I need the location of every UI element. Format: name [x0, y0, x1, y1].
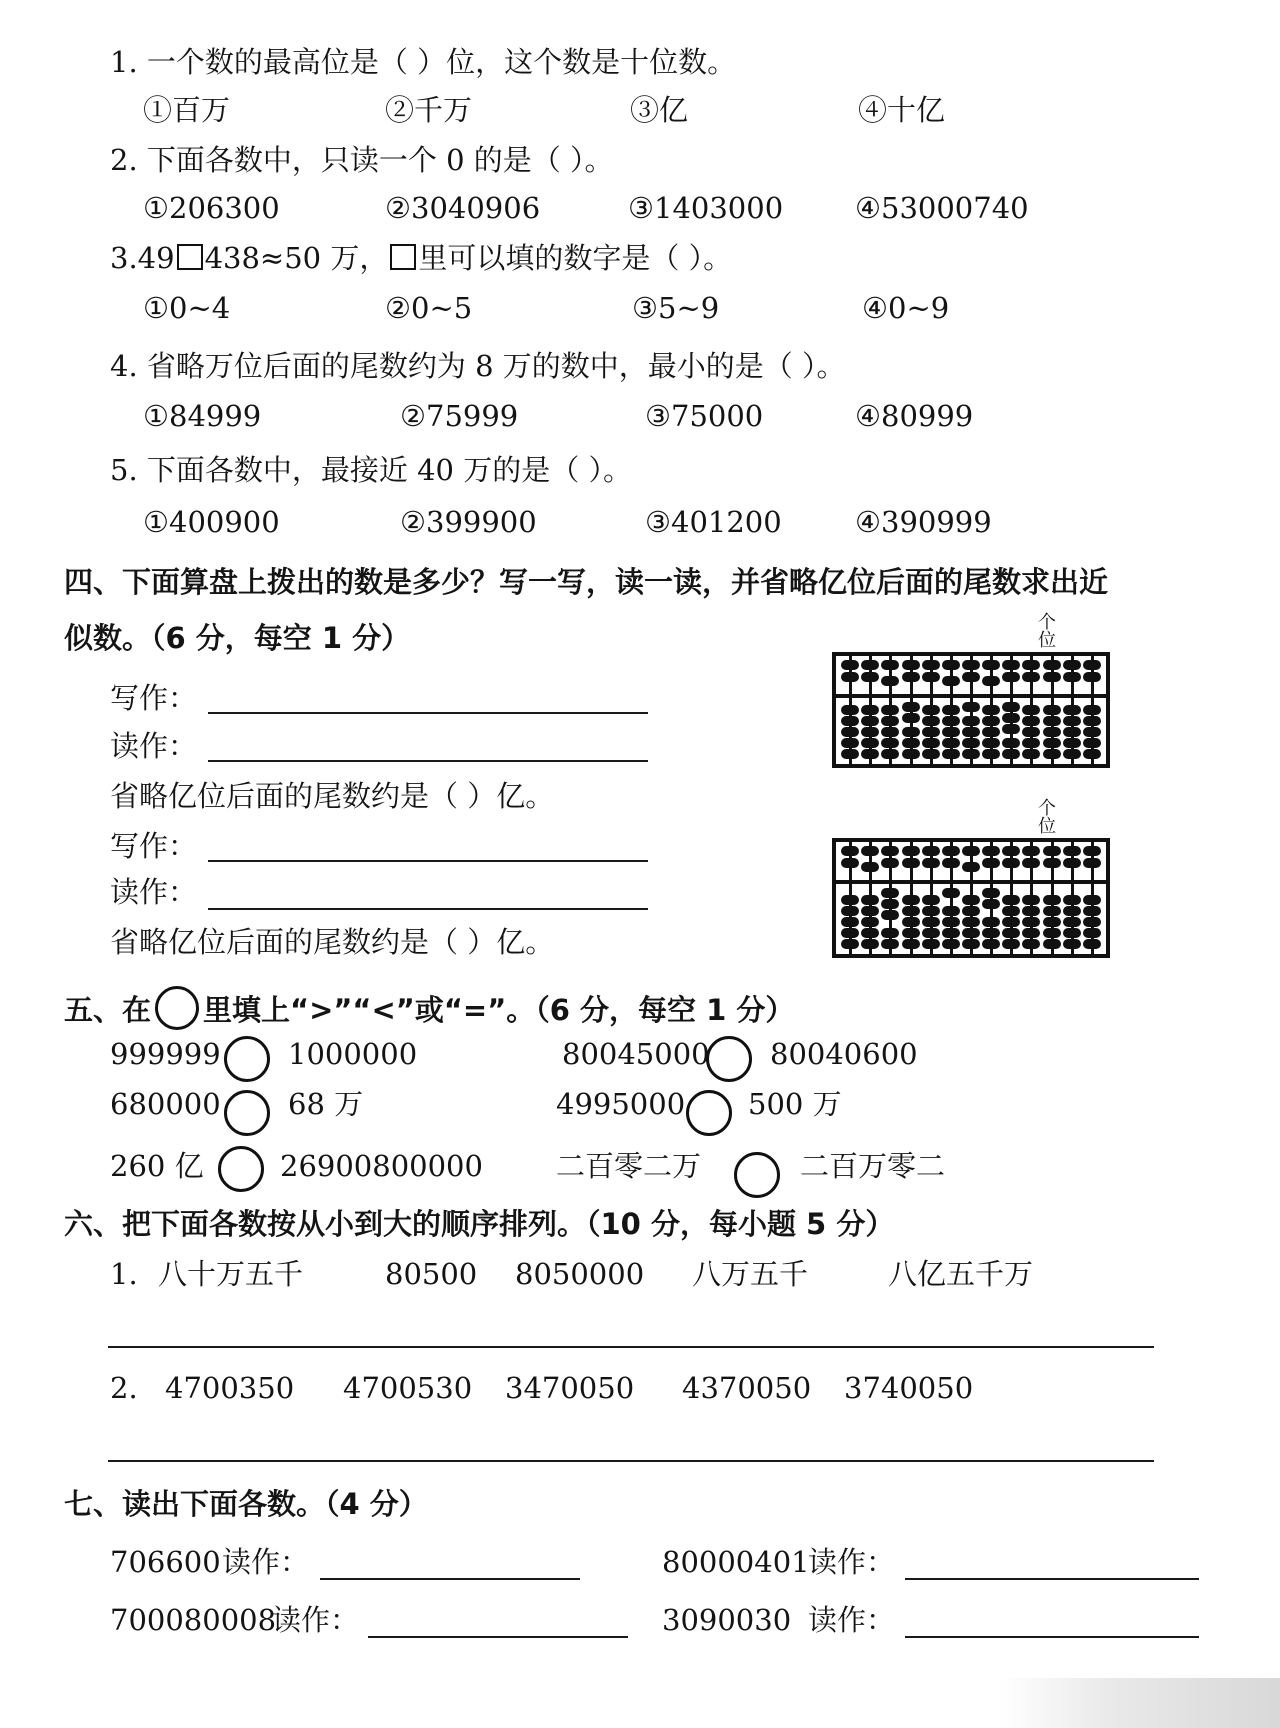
abacus-bead — [902, 727, 920, 737]
abacus-bead — [881, 846, 899, 856]
q5-option-4: ④390999 — [855, 505, 992, 539]
compare-circle-blank[interactable] — [224, 1036, 270, 1082]
abacus-bead — [1002, 660, 1020, 670]
abacus-bead — [841, 917, 859, 927]
abacus-bead — [1063, 846, 1081, 856]
q2-option-4: ④53000740 — [855, 191, 1029, 225]
abacus-bead — [962, 749, 980, 759]
abacus-bead — [902, 895, 920, 905]
s6-q2-label: 2. — [110, 1371, 138, 1405]
abacus-bead — [982, 928, 1000, 938]
abacus-bead — [1022, 906, 1040, 916]
abacus-bead — [1083, 858, 1101, 868]
cmp-2d: 500 万 — [748, 1087, 842, 1121]
abacus-bead — [1022, 858, 1040, 868]
abacus-bead — [1043, 660, 1061, 670]
abacus-bead — [861, 928, 879, 938]
abacus-bead — [1022, 738, 1040, 748]
abacus-bead — [1083, 917, 1101, 927]
abacus-bead — [942, 727, 960, 737]
q2-stem: 2. 下面各数中，只读一个 0 的是（ ）。 — [110, 143, 614, 177]
abacus-bead — [1083, 928, 1101, 938]
abacus-bead — [1022, 939, 1040, 949]
abacus-bead — [881, 858, 899, 868]
abacus-bead — [942, 676, 960, 686]
abacus-bead — [861, 727, 879, 737]
compare-circle-blank[interactable] — [706, 1036, 752, 1082]
abacus-bead — [1063, 895, 1081, 905]
abacus-bead — [1063, 939, 1081, 949]
abacus-bead — [1043, 928, 1061, 938]
abacus-bead — [1022, 705, 1040, 715]
q1-option-1: ①百万 — [143, 93, 231, 127]
abacus-bead — [942, 917, 960, 927]
q4-option-2: ②75999 — [400, 399, 519, 433]
abacus-bead — [1063, 917, 1081, 927]
abacus-bead — [982, 716, 1000, 726]
abacus-bead — [881, 676, 899, 686]
abacus-bead — [962, 917, 980, 927]
abacus-bead — [902, 749, 920, 759]
abacus-bead — [922, 738, 940, 748]
abacus-bead — [861, 672, 879, 682]
abacus-bead — [962, 660, 980, 670]
s6-q1-num-3: 8050000 — [515, 1257, 645, 1291]
abacus-bead — [942, 660, 960, 670]
abacus-bead — [922, 858, 940, 868]
abacus-bead — [1043, 858, 1061, 868]
q5-option-3: ③401200 — [645, 505, 782, 539]
abacus-bead — [902, 928, 920, 938]
abacus-bead — [1063, 672, 1081, 682]
abacus-bead — [861, 906, 879, 916]
abacus-bead — [861, 939, 879, 949]
abacus-bead — [922, 672, 940, 682]
cmp-1d: 80040600 — [770, 1037, 918, 1071]
abacus-bead — [1043, 749, 1061, 759]
abacus-bead — [902, 713, 920, 723]
s7-answer-blank-4[interactable] — [905, 1636, 1199, 1638]
abacus-bead — [1063, 660, 1081, 670]
abacus-bead — [1002, 917, 1020, 927]
section7-title: 七、读出下面各数。（4 分） — [64, 1487, 428, 1521]
abacus-bead — [962, 672, 980, 682]
q2-option-2: ②3040906 — [385, 191, 541, 225]
abacus-bead — [1002, 939, 1020, 949]
abacus-bead — [1002, 846, 1020, 856]
abacus1-write-blank[interactable] — [208, 712, 648, 714]
abacus-bead — [982, 939, 1000, 949]
abacus-bead — [1063, 716, 1081, 726]
cmp-1b: 1000000 — [288, 1037, 418, 1071]
q3-stem — [110, 241, 733, 275]
abacus-bead — [1002, 858, 1020, 868]
abacus-bead — [962, 939, 980, 949]
s6-q2-num-1: 4700350 — [165, 1371, 295, 1405]
q1-option-4: ④十亿 — [858, 93, 946, 127]
abacus-bead — [881, 910, 899, 920]
abacus-bead — [1043, 917, 1061, 927]
s7-num-3: 700080008 — [110, 1603, 277, 1637]
abacus-bead — [881, 749, 899, 759]
abacus-bead — [841, 749, 859, 759]
abacus-bead — [841, 858, 859, 868]
abacus-bead — [841, 939, 859, 949]
s6-q2-answer-blank[interactable] — [108, 1460, 1154, 1462]
abacus-bead — [942, 858, 960, 868]
q3-stem-post: 里可以填的数字是（ ）。 — [418, 241, 733, 275]
blank-box-icon — [390, 244, 416, 270]
s6-q1-label: 1. — [110, 1257, 138, 1291]
compare-circle-blank[interactable] — [224, 1090, 270, 1136]
abacus-bead — [1043, 906, 1061, 916]
abacus2-approx: 省略亿位后面的尾数约是（ ）亿。 — [110, 925, 555, 959]
abacus-bead — [881, 705, 899, 715]
abacus-bead — [902, 906, 920, 916]
abacus-bead — [841, 672, 859, 682]
s6-q1-num-4: 八万五千 — [692, 1257, 809, 1291]
abacus-bead — [1002, 702, 1020, 712]
s7-read-label-2: 读作： — [808, 1545, 896, 1579]
abacus-bead — [982, 676, 1000, 686]
section5-title-pre: 五、在 — [64, 993, 152, 1027]
abacus-bead — [942, 846, 960, 856]
abacus-bead — [922, 939, 940, 949]
abacus1-read-label: 读作： — [110, 729, 198, 763]
abacus-bead — [922, 660, 940, 670]
abacus-bead — [1043, 939, 1061, 949]
abacus-bead — [1022, 727, 1040, 737]
q3-stem-mid: 438≈50 万， — [204, 241, 389, 275]
s6-q2-num-3: 3470050 — [505, 1371, 635, 1405]
abacus-bead — [962, 702, 980, 712]
abacus-bead — [1043, 846, 1061, 856]
q5-option-2: ②399900 — [400, 505, 537, 539]
s6-q2-num-4: 4370050 — [682, 1371, 812, 1405]
q2-option-3: ③1403000 — [628, 191, 784, 225]
abacus-bead — [1063, 906, 1081, 916]
abacus-bead — [1022, 928, 1040, 938]
q5-stem: 5. 下面各数中，最接近 40 万的是（ ）。 — [110, 453, 632, 487]
compare-circle-blank[interactable] — [686, 1090, 732, 1136]
abacus-bead — [982, 858, 1000, 868]
abacus-bead — [881, 899, 899, 909]
abacus-bead — [942, 888, 960, 898]
abacus-bead — [881, 888, 899, 898]
abacus-bead — [1043, 895, 1061, 905]
abacus-bead — [982, 888, 1000, 898]
abacus-bead — [942, 749, 960, 759]
cmp-3d: 二百万零二 — [800, 1149, 946, 1183]
abacus-bead — [841, 660, 859, 670]
abacus-bead — [1002, 906, 1020, 916]
abacus-bead — [1002, 724, 1020, 734]
abacus-bead — [881, 660, 899, 670]
abacus-bead — [1002, 749, 1020, 759]
abacus-bead — [1083, 939, 1101, 949]
s6-q1-num-5: 八亿五千万 — [888, 1257, 1034, 1291]
abacus-bead — [841, 928, 859, 938]
q1-option-3: ③亿 — [630, 93, 689, 127]
abacus-bead — [1022, 660, 1040, 670]
abacus-bead — [1022, 672, 1040, 682]
abacus-bead — [841, 727, 859, 737]
abacus-bead — [1043, 705, 1061, 715]
abacus2-write-label: 写作： — [110, 829, 198, 863]
abacus1-approx: 省略亿位后面的尾数约是（ ）亿。 — [110, 779, 555, 813]
abacus-bead — [962, 928, 980, 938]
ones-place-label: 个位 — [1035, 612, 1056, 648]
abacus-bead — [902, 660, 920, 670]
abacus-bead — [1022, 895, 1040, 905]
abacus-bead — [841, 705, 859, 715]
abacus-bead — [922, 917, 940, 927]
abacus-bead — [881, 716, 899, 726]
abacus-bead — [902, 702, 920, 712]
s7-num-4: 3090030 — [662, 1603, 792, 1637]
abacus-bead — [982, 727, 1000, 737]
abacus-bead — [1083, 727, 1101, 737]
abacus-bead — [841, 738, 859, 748]
page-corner-shadow — [1000, 1678, 1280, 1728]
abacus-bead — [861, 716, 879, 726]
abacus-bead — [881, 738, 899, 748]
q4-stem: 4. 省略万位后面的尾数约为 8 万的数中，最小的是（ ）。 — [110, 349, 846, 383]
s7-answer-blank-2[interactable] — [905, 1578, 1199, 1580]
section4-title-cont: 似数。（6 分，每空 1 分） — [64, 621, 411, 655]
section5-title-post: 里填上“>”“<”或“=”。（6 分，每空 1 分） — [203, 993, 795, 1027]
compare-circle-blank[interactable] — [218, 1146, 264, 1192]
cmp-2c: 4995000 — [556, 1087, 686, 1121]
abacus-bead — [902, 672, 920, 682]
blank-box-icon — [177, 244, 203, 270]
ones-place-label: 个位 — [1035, 798, 1056, 834]
abacus-bead — [1063, 928, 1081, 938]
abacus-bead — [1083, 660, 1101, 670]
abacus-bead — [1002, 738, 1020, 748]
s7-read-label-4: 读作： — [808, 1603, 896, 1637]
abacus-bead — [1002, 895, 1020, 905]
circle-icon — [155, 986, 199, 1030]
abacus-bead — [881, 727, 899, 737]
abacus-bead — [841, 846, 859, 856]
abacus-2 — [832, 838, 1110, 958]
q2-option-1: ①206300 — [143, 191, 280, 225]
abacus-bead — [922, 846, 940, 856]
abacus2-write-blank[interactable] — [208, 860, 648, 862]
abacus-bead — [962, 846, 980, 856]
abacus-bead — [1083, 846, 1101, 856]
cmp-1a: 999999 — [110, 1037, 221, 1071]
abacus-bead — [1002, 672, 1020, 682]
abacus-bead — [841, 906, 859, 916]
abacus-bead — [1043, 727, 1061, 737]
abacus-bead — [1043, 672, 1061, 682]
abacus-bead — [1083, 738, 1101, 748]
s6-q2-num-5: 3740050 — [844, 1371, 974, 1405]
abacus-bead — [982, 899, 1000, 909]
abacus-bead — [1083, 672, 1101, 682]
cmp-3b: 26900800000 — [280, 1149, 483, 1183]
abacus-bead — [982, 705, 1000, 715]
abacus-bead — [942, 716, 960, 726]
abacus-bead — [902, 917, 920, 927]
abacus-bead — [962, 716, 980, 726]
s6-q1-num-1: 八十万五千 — [158, 1257, 304, 1291]
s7-answer-blank-1[interactable] — [320, 1578, 580, 1580]
s7-num-1: 706600 — [110, 1545, 221, 1579]
abacus-bead — [982, 660, 1000, 670]
abacus-bead — [942, 906, 960, 916]
abacus-bead — [1002, 713, 1020, 723]
abacus-bead — [881, 939, 899, 949]
cmp-2a: 680000 — [110, 1087, 221, 1121]
abacus-bead — [861, 749, 879, 759]
abacus-bead — [942, 738, 960, 748]
q3-option-4: ④0~9 — [862, 291, 950, 325]
abacus-bead — [1063, 738, 1081, 748]
abacus-bead — [902, 939, 920, 949]
q1-stem: 1. 一个数的最高位是（ ）位，这个数是十位数。 — [110, 45, 737, 79]
abacus-bead — [942, 705, 960, 715]
s7-num-2: 80000401 — [662, 1545, 810, 1579]
abacus-bead — [861, 738, 879, 748]
abacus-bead — [1063, 705, 1081, 715]
abacus-bead — [922, 727, 940, 737]
abacus-bead — [962, 895, 980, 905]
abacus-bead — [922, 906, 940, 916]
abacus-bead — [861, 917, 879, 927]
s7-answer-blank-3[interactable] — [368, 1636, 628, 1638]
abacus-bead — [902, 738, 920, 748]
abacus-bead — [861, 846, 879, 856]
q3-option-3: ③5~9 — [632, 291, 720, 325]
abacus-bead — [841, 895, 859, 905]
abacus2-read-label: 读作： — [110, 875, 198, 909]
section4-title: 四、下面算盘上拨出的数是多少？写一写，读一读，并省略亿位后面的尾数求出近 — [64, 565, 1109, 599]
abacus-bead — [922, 749, 940, 759]
abacus-bead — [922, 705, 940, 715]
q4-option-1: ①84999 — [143, 399, 262, 433]
section5-title — [64, 986, 794, 1030]
abacus1-write-label: 写作： — [110, 681, 198, 715]
abacus-bead — [1083, 895, 1101, 905]
abacus-bead — [922, 716, 940, 726]
abacus-bead — [1083, 716, 1101, 726]
cmp-1c: 80045000 — [562, 1037, 710, 1071]
q4-option-3: ③75000 — [645, 399, 764, 433]
abacus-bead — [1063, 858, 1081, 868]
abacus-1 — [832, 652, 1110, 768]
abacus-bead — [1063, 727, 1081, 737]
s6-q2-num-2: 4700530 — [343, 1371, 473, 1405]
abacus-bead — [982, 749, 1000, 759]
abacus-bead — [942, 928, 960, 938]
s7-read-label-1: 读作： — [222, 1545, 310, 1579]
cmp-3c: 二百零二万 — [556, 1149, 702, 1183]
abacus-bead — [1063, 749, 1081, 759]
abacus-bead — [1043, 716, 1061, 726]
abacus-bead — [962, 906, 980, 916]
abacus-bead — [962, 727, 980, 737]
section6-title: 六、把下面各数按从小到大的顺序排列。（10 分，每小题 5 分） — [64, 1207, 895, 1241]
abacus-bead — [982, 917, 1000, 927]
cmp-3a: 260 亿 — [110, 1149, 204, 1183]
abacus-bead — [982, 738, 1000, 748]
abacus-bead — [841, 716, 859, 726]
abacus-bead — [1022, 716, 1040, 726]
abacus-bead — [982, 846, 1000, 856]
abacus-bead — [1002, 928, 1020, 938]
abacus-bead — [962, 738, 980, 748]
abacus-bead — [1043, 738, 1061, 748]
abacus-bead — [902, 846, 920, 856]
abacus-bead — [861, 862, 879, 872]
cmp-2b: 68 万 — [288, 1087, 364, 1121]
q4-option-4: ④80999 — [855, 399, 974, 433]
s6-q1-num-2: 80500 — [385, 1257, 478, 1291]
abacus-bead — [1083, 749, 1101, 759]
s7-read-label-3: 读作： — [272, 1603, 360, 1637]
abacus-bead — [1022, 846, 1040, 856]
abacus1-read-blank[interactable] — [208, 760, 648, 762]
abacus-bead — [861, 660, 879, 670]
abacus-bead — [942, 939, 960, 949]
abacus-bead — [922, 928, 940, 938]
abacus-bead — [861, 705, 879, 715]
abacus-bead — [1083, 906, 1101, 916]
abacus-bead — [1083, 705, 1101, 715]
abacus-bead — [1022, 749, 1040, 759]
abacus-bead — [881, 928, 899, 938]
abacus-bead — [962, 862, 980, 872]
compare-circle-blank[interactable] — [734, 1152, 780, 1198]
abacus-bead — [922, 895, 940, 905]
q5-option-1: ①400900 — [143, 505, 280, 539]
s6-q1-answer-blank[interactable] — [108, 1346, 1154, 1348]
q3-option-1: ①0~4 — [143, 291, 231, 325]
q3-stem-pre: 3.49 — [110, 241, 175, 275]
q1-option-2: ②千万 — [385, 93, 473, 127]
abacus2-read-blank[interactable] — [208, 908, 648, 910]
abacus-bead — [1022, 917, 1040, 927]
q3-option-2: ②0~5 — [385, 291, 473, 325]
abacus-bead — [861, 895, 879, 905]
abacus-bead — [902, 858, 920, 868]
